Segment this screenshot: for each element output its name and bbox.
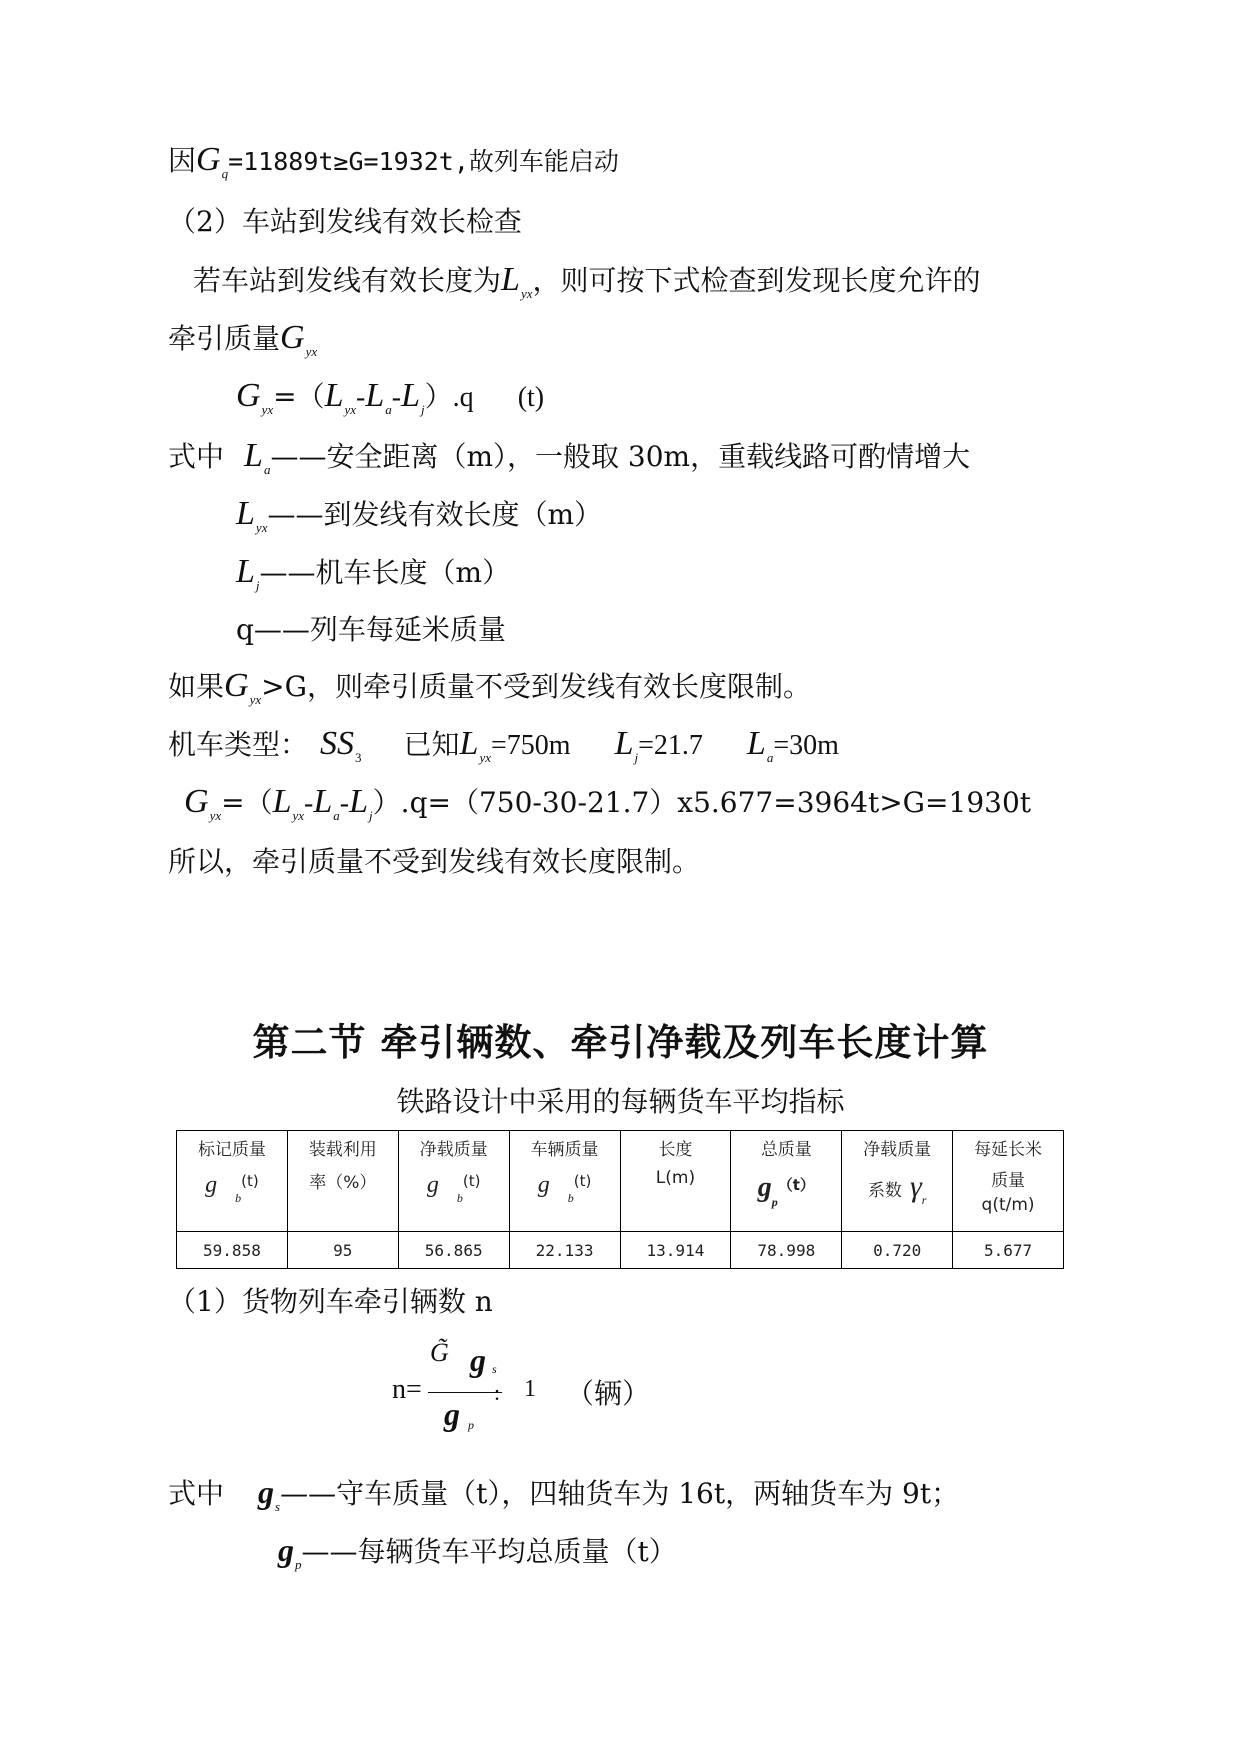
header-symbol	[512, 1172, 618, 1206]
line-effective-length	[193, 260, 981, 314]
subscript: p	[771, 1195, 778, 1209]
symbol-gamma: γ	[909, 1170, 922, 1203]
symbol-L: L	[244, 437, 263, 474]
text: ——到发线有效长度（m）	[267, 498, 603, 531]
header-label: 净载质量	[419, 1140, 488, 1160]
header-symbol	[733, 1172, 839, 1210]
line-traction-mass	[168, 318, 317, 372]
symbol-G: G	[184, 783, 209, 820]
fraction-bar	[428, 1392, 502, 1393]
subscript: j	[421, 402, 425, 417]
subscript: yx	[292, 808, 305, 823]
symbol-L: L	[401, 377, 421, 414]
text: q——列车每延米质量	[236, 613, 506, 646]
symbol-g: g	[757, 1172, 772, 1203]
text: ——守车质量（t），四轴货车为 16t，两轴货车为 9t；	[280, 1477, 960, 1510]
text: 式中	[168, 440, 225, 473]
line-locomotive-known	[168, 724, 839, 778]
text: 所以，牵引质量不受到发线有效长度限制。	[168, 845, 701, 878]
text: ）.q=（750-30-21.7）x5.677=3964t>G=1930t	[372, 786, 1032, 819]
header-label: 车辆质量	[530, 1140, 599, 1160]
line-if-condition	[168, 666, 811, 720]
header-label: 质量	[991, 1171, 1026, 1191]
symbol-SS: SS	[320, 725, 355, 762]
header-cell-net-load	[398, 1131, 509, 1232]
header-label: 每延长米	[974, 1140, 1043, 1160]
header-label: 长度	[658, 1140, 693, 1160]
subscript: yx	[520, 286, 533, 301]
subscript: s	[492, 1362, 497, 1376]
symbol-L: L	[349, 783, 369, 820]
subscript: yx	[344, 402, 357, 417]
text: -	[356, 382, 366, 413]
subscript: b	[567, 1191, 574, 1205]
subheading-train-car-count	[168, 1282, 493, 1322]
symbol-g: g	[470, 1342, 486, 1378]
header-label: q(t/m)	[981, 1195, 1035, 1215]
header-label: 总质量	[760, 1140, 812, 1160]
text: =11889t≥G=1932t,故列车能启动	[228, 147, 619, 176]
equation-gyx-computed	[184, 782, 1031, 836]
text: （1）货物列车牵引辆数 n	[168, 1285, 493, 1318]
line-start-condition	[168, 140, 619, 194]
symbol-g: g	[205, 1172, 218, 1198]
header-cell-total-mass	[731, 1131, 842, 1232]
symbol-L: L	[459, 725, 479, 762]
section-title: 第二节 牵引辆数、牵引净载及列车长度计算	[252, 1021, 989, 1064]
symbol-G: G	[196, 141, 221, 178]
subscript: j	[255, 578, 260, 593]
text: 因	[168, 144, 197, 177]
header-label: 系数	[867, 1181, 902, 1201]
subscript: j	[634, 750, 639, 765]
text: =（	[221, 786, 273, 819]
unit: (t)	[462, 1172, 481, 1190]
text: 式中	[168, 1477, 225, 1510]
formula-constant: 1	[524, 1376, 536, 1402]
text: =21.7	[638, 730, 703, 761]
subscript: r	[921, 1193, 927, 1207]
symbol-L: L	[324, 377, 344, 414]
symbol-L: L	[501, 261, 520, 298]
text: ）.q	[424, 382, 474, 413]
subscript: b	[456, 1191, 463, 1205]
header-label: L(m)	[655, 1168, 696, 1188]
formula-lhs: n=	[392, 1374, 422, 1405]
definition-lyx	[236, 494, 602, 548]
header-cell-marked-mass	[177, 1131, 288, 1232]
header-symbol	[401, 1172, 507, 1206]
text: =30m	[773, 730, 839, 761]
definition-gp	[278, 1530, 677, 1585]
unit: (t)	[241, 1172, 259, 1190]
table-row	[177, 1232, 1064, 1269]
text: =（	[273, 380, 325, 413]
symbol-G: G	[236, 377, 261, 414]
table-cell: 0.720	[842, 1232, 953, 1269]
header-cell-mass-per-meter	[953, 1131, 1064, 1232]
definition-q	[236, 610, 506, 650]
symbol-G-tilde: G̃	[430, 1338, 449, 1367]
subscript: yx	[479, 750, 491, 765]
text: -	[391, 382, 402, 413]
subheading-station-check	[168, 202, 522, 242]
subscript: a	[333, 808, 340, 823]
subscript: p	[468, 1418, 474, 1432]
text: 机车类型：	[168, 728, 309, 761]
text: ——每辆货车平均总质量（t）	[301, 1535, 677, 1568]
equation-gyx	[236, 376, 544, 430]
symbol-L: L	[365, 377, 385, 414]
header-label: 率（%）	[309, 1173, 377, 1193]
symbol-G: G	[224, 667, 249, 704]
subscript: yx	[209, 808, 222, 823]
symbol-g: g	[537, 1172, 550, 1198]
text: ——机车长度（m）	[259, 556, 511, 589]
header-cell-load-utilization	[287, 1131, 398, 1232]
symbol-L: L	[614, 725, 634, 762]
text: >G，则牵引质量不受到发线有效长度限制。	[261, 670, 811, 703]
subscript: q	[221, 166, 229, 181]
symbol-L: L	[236, 495, 255, 532]
text: （2）车站到发线有效长检查	[168, 205, 522, 238]
table-cell: 59.858	[177, 1232, 288, 1269]
subscript: a	[385, 402, 392, 417]
line-conclusion	[168, 842, 700, 882]
text: 如果	[168, 670, 225, 703]
header-cell-net-load-coefficient	[842, 1131, 953, 1232]
symbol-G: G	[280, 319, 305, 356]
table-cell: 56.865	[398, 1232, 509, 1269]
symbol-g: g	[278, 1532, 294, 1568]
subscript: yx	[305, 344, 318, 359]
symbol-L: L	[313, 783, 333, 820]
text: -	[304, 788, 314, 819]
header-symbol	[179, 1172, 285, 1206]
subscript: yx	[249, 692, 262, 707]
subscript: yx	[261, 402, 274, 417]
definition-la	[168, 436, 970, 490]
unit: (t)	[573, 1172, 592, 1190]
table-cell: 95	[287, 1232, 398, 1269]
subscript: s	[275, 1499, 281, 1514]
header-cell-length	[620, 1131, 731, 1232]
table-header-row	[177, 1131, 1064, 1232]
text: 已知	[403, 728, 460, 761]
subscript: b	[235, 1191, 242, 1205]
subscript: p	[295, 1557, 302, 1572]
freight-car-indicators-table	[176, 1130, 1064, 1269]
symbol-L: L	[272, 783, 292, 820]
header-label: 标记质量	[197, 1140, 266, 1160]
table-caption: 铁路设计中采用的每辆货车平均指标	[396, 1085, 845, 1118]
symbol-L: L	[746, 725, 766, 762]
header-label: 装载利用	[308, 1140, 377, 1160]
text: ，则可按下式检查到发现长度允许的	[532, 264, 981, 297]
table-cell: 22.133	[509, 1232, 620, 1269]
formula-operator: :	[494, 1380, 501, 1405]
text: (t)	[517, 382, 545, 413]
header-cell-car-mass	[509, 1131, 620, 1232]
subscript: j	[369, 808, 373, 823]
symbol-L: L	[236, 553, 255, 590]
header-symbol-line	[844, 1170, 950, 1208]
unit: （t）	[777, 1176, 815, 1194]
table-cell: 78.998	[731, 1232, 842, 1269]
text: -	[339, 788, 350, 819]
text: ——安全距离（m），一般取 30m，重载线路可酌情增大	[270, 440, 971, 473]
formula-unit: （辆）	[566, 1377, 651, 1410]
text: =750m	[491, 730, 571, 761]
text: 若车站到发线有效长度为	[193, 264, 502, 297]
definition-lj	[236, 552, 510, 606]
symbol-g: g	[258, 1474, 275, 1510]
subscript: a	[766, 750, 774, 765]
table-cell: 5.677	[953, 1232, 1064, 1269]
subscript: a	[263, 462, 271, 477]
table-cell: 13.914	[620, 1232, 731, 1269]
subscript: yx	[255, 520, 268, 535]
definition-gs	[168, 1472, 959, 1527]
text: 牵引质量	[168, 322, 281, 355]
symbol-g: g	[426, 1172, 439, 1198]
subscript: 3	[355, 750, 362, 765]
symbol-g: g	[444, 1396, 460, 1432]
header-label: 净载质量	[863, 1140, 932, 1160]
